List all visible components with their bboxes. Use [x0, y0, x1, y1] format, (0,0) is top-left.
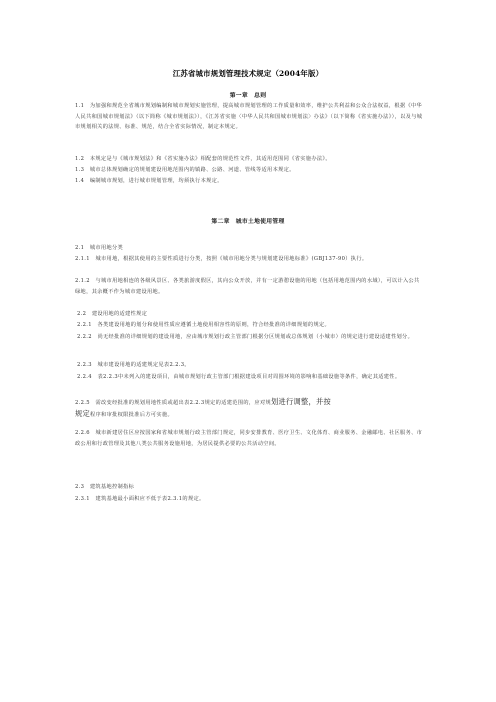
paragraph-1-2: 1.2 本规定是与《城市规划法》和《省实施办法》相配套的规范性文件，其适用范围同《省实施办法》。	[75, 156, 331, 162]
document-title: 江苏省城市规划管理技术规定（2004年版）	[172, 69, 324, 78]
chapter-1-heading: 第一章 总则	[229, 93, 267, 99]
paragraph-1-1: 1.1 为加强和规范全省城市规划编制和城市规划实施管理，提高城市规划管理的工作质量和效率，维护公共利益和公众合法权益，根据《中华人民共和国城市规划法》（以下简称《城市规划法》），《江苏省实施〈中华人民共和国城市规划法〉办法》（以下简称《省实施办法》），以及与城市规划相关的法规、标准、规范，结合全省实际情况，制定本规定。	[75, 103, 423, 131]
paragraph-1-4: 1.4 编制城市规划，进行城市规划管理，均须执行本规定。	[75, 178, 223, 184]
paragraph-2-2-5-tail: 程序和审批权限批准后方可实施。	[89, 411, 174, 418]
paragraph-2-2-2: 2.2.2 尚无经批准的详细规划的建设用地，应由城市规划行政主管部门根据分区规划或总体规划（小城市）的规定进行建设适建性划分。	[77, 334, 414, 340]
paragraph-2-3: 2.3 建筑基地控制指标	[75, 484, 135, 490]
paragraph-2-1-2: 2.1.2 与城市用地相连的各级风景区、各类旅游度假区，其向公众开放，并有一定游憩设施的用地（包括用地范围内的水域），可以计入公共绿地，其余概不作为城市建设用地。	[75, 278, 420, 295]
paragraph-2-2-5-large: 划进行调整，并按	[271, 397, 331, 406]
paragraph-2-2: 2.2 建设用地的适建性规定	[77, 311, 148, 317]
paragraph-2-1-1: 2.1.1 城市用地，根据其使用的主要性质进行分类，按照《城市用地分类与规划建设用地标准》(GBJ137-90）执行。	[75, 256, 368, 262]
paragraph-1-3: 1.3 城市总体规划确定的规划建设用地范围内的镇路、公路、河道、管线等适用本规定。	[75, 167, 295, 173]
paragraph-2-3-1: 2.3.1 建筑基地最小面积应不低于表2.3.1的规定。	[75, 496, 205, 502]
paragraph-2-2-6: 2.2.6 城市新建居住区应按国家和省城市规划行政主管部门规定，同步安排教育、医疗卫生、文化体育、商业服务、金融邮电、社区服务、市政公用和行政管理及其他八类公共服务设施用地，为居民提供必要的公共活动空间。	[75, 430, 423, 447]
paragraph-2-2-5-lead: 2.2.5 需改变经批准的规划用地性质或超出表2.2.3规定的适建范围的，应对规	[75, 400, 272, 406]
chapter-2-heading: 第二章 城市土地使用管理	[211, 219, 285, 225]
paragraph-2-2-1: 2.2.1 各类建设用地的划分和使用性质应遵循土地使用相容性的原则，符合经批准的详细规划的规定。	[77, 322, 331, 328]
paragraph-2-2-5	[75, 397, 423, 420]
paragraph-2-2-4: 2.2.4 表2.2.3中未列入的建设项目，由城市规划行政主管部门根据建设项目对周围环境的影响和基础设施等条件，确定其适建性。	[77, 374, 401, 380]
paragraph-2-2-3: 2.2.3 城市建设用地的适建规定见表2.2.3。	[77, 362, 190, 368]
paragraph-2-1: 2.1 城市用地分类	[75, 245, 124, 251]
paragraph-2-2-5-large-2: 规定	[75, 408, 90, 418]
